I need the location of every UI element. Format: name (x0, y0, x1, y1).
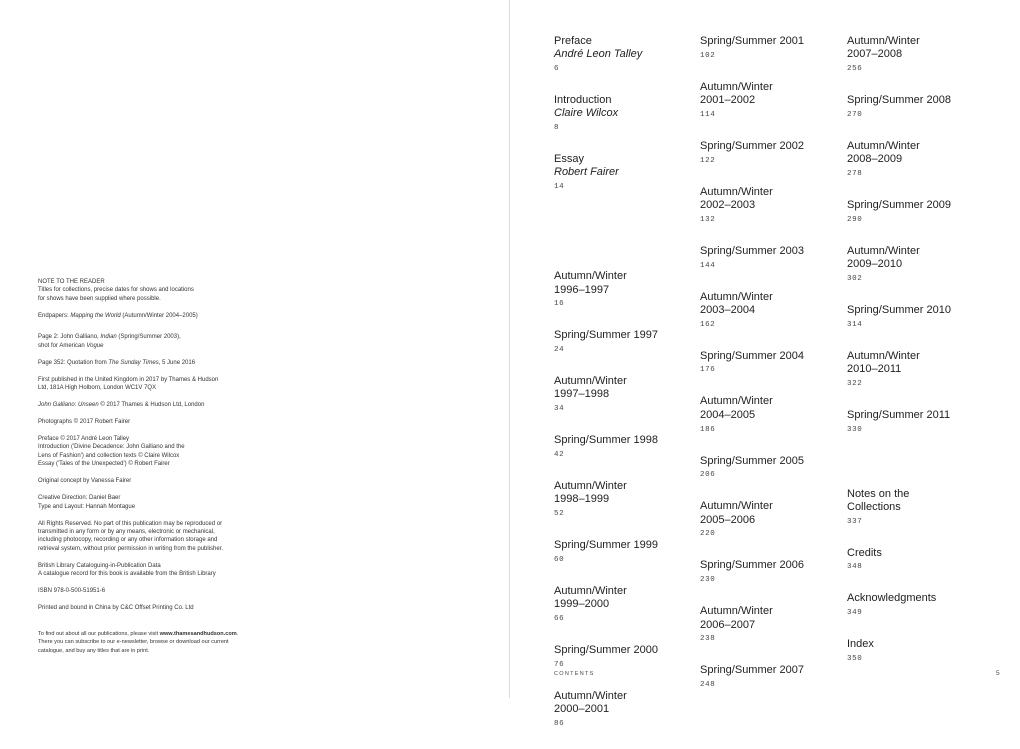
endpapers-credit (38, 312, 278, 320)
printed-line: Printed and bound in China by C&C Offset Printing Co. Ltd (38, 605, 194, 612)
contents-entry (700, 605, 840, 644)
entry-page-number: 76 (554, 660, 565, 669)
entry-page-number: 348 (847, 563, 863, 572)
type-layout: Type and Layout: Hannah Montague (38, 503, 136, 510)
contents-entry (847, 245, 987, 284)
printed (38, 604, 278, 612)
entry-page-number: 86 (554, 719, 565, 728)
entry-title: Spring/Summer 2002 (700, 139, 804, 152)
entry-title: Spring/Summer 1998 (554, 434, 658, 447)
publisher-footer (38, 630, 278, 656)
entry-title-line2: 2004–2005 (700, 408, 756, 421)
bl-line: British Library Cataloguing-in-Publication Data (38, 562, 161, 569)
rights-line: transmitted in any form or by any means, electronic or mechanical, (38, 529, 215, 536)
note-line: Titles for collections, precise dates for shows and locations (38, 287, 194, 294)
page2-line2-prefix: shot for American (38, 342, 87, 349)
entry-page-number: 14 (554, 183, 565, 192)
contents-entry (700, 455, 840, 481)
text-credits (38, 435, 278, 469)
contents-entry (554, 585, 694, 624)
page352-source: The Sunday Times (108, 359, 159, 366)
entry-title: Spring/Summer 1997 (554, 329, 658, 342)
contents-entry (847, 350, 987, 389)
entry-page-number: 220 (700, 530, 716, 539)
entry-page-number: 238 (700, 635, 716, 644)
entry-page-number: 256 (847, 65, 863, 74)
entry-page-number: 132 (700, 215, 716, 224)
entry-title: Spring/Summer 2004 (700, 349, 804, 362)
entry-title: Autumn/Winter (847, 35, 920, 47)
creative-direction: Creative Direction: Daniel Baer (38, 495, 121, 502)
entry-title: Credits (847, 546, 882, 559)
entry-page-number: 186 (700, 425, 716, 434)
entry-title: Spring/Summer 2010 (847, 303, 951, 316)
contents-entry (554, 270, 694, 309)
contents-entry (554, 480, 694, 519)
rights-line: retrieval system, without prior permission in writing from the publisher. (38, 545, 224, 552)
contents-entry (847, 409, 987, 435)
contents-column-2 (700, 35, 840, 710)
entry-page-number: 24 (554, 346, 565, 355)
entry-title-line2: 2000–2001 (554, 703, 610, 716)
entry-page-number: 278 (847, 169, 863, 178)
entry-title-line2: 2008–2009 (847, 153, 903, 166)
entry-title: Autumn/Winter (554, 375, 627, 388)
entry-title: Autumn/Winter (700, 605, 773, 618)
contents-entry (554, 644, 694, 670)
entry-page-number: 314 (847, 320, 863, 329)
entry-title-line2: Collections (847, 500, 901, 513)
entry-title: Spring/Summer 2000 (554, 644, 658, 657)
running-foot: CONTENTS (554, 671, 595, 677)
contents-entry (700, 245, 840, 271)
publication-info (38, 376, 278, 393)
contents-entry (847, 547, 987, 573)
rights-line: All Rights Reserved. No part of this publication may be reproduced or (38, 520, 223, 527)
entry-title: Spring/Summer 2001 (700, 35, 804, 47)
contents-entry (700, 500, 840, 539)
rights-notice (38, 520, 278, 554)
entry-title: Autumn/Winter (700, 185, 773, 198)
british-library (38, 562, 278, 579)
entry-page-number: 350 (847, 655, 863, 664)
entry-page-number: 60 (554, 555, 565, 564)
footer-line: catalogue, and buy any titles that are in print. (38, 647, 150, 654)
entry-title: Autumn/Winter (554, 270, 627, 283)
contents-entry (700, 395, 840, 434)
spread-gutter (509, 0, 510, 698)
contents-entry (847, 592, 987, 618)
essay-credit: Essay ('Tales of the Unexpected') © Robert Fairer (38, 461, 170, 468)
concept-line: Original concept by Vanessa Fairer (38, 478, 132, 485)
page-number: 5 (996, 670, 1000, 677)
book-title: John Galliano: Unseen (38, 402, 99, 409)
entry-page-number: 122 (700, 156, 716, 165)
publisher-url: www.thamesandhudson.com (159, 630, 237, 637)
entry-title-line2: 2010–2011 (847, 362, 902, 375)
copyright-book (38, 401, 278, 409)
entry-title-line2: 2009–2010 (847, 258, 903, 271)
entry-title: Spring/Summer 2011 (847, 408, 951, 421)
contents-entry (847, 35, 987, 74)
page2-prefix: Page 2: John Galliano, (38, 334, 101, 341)
entry-title: Autumn/Winter (847, 244, 920, 257)
entry-title: Introduction (554, 94, 612, 107)
copyright-photographs (38, 418, 278, 426)
entry-page-number: 330 (847, 425, 863, 434)
contents-entry (554, 35, 694, 74)
page352-suffix: , 5 June 2016 (158, 359, 196, 366)
contents-entry (700, 140, 840, 166)
page2-line (38, 333, 278, 341)
page352-credit (38, 359, 278, 367)
entry-page-number: 16 (554, 300, 565, 309)
entry-page-number: 270 (847, 110, 863, 119)
contents-entry (700, 35, 840, 61)
entry-title: Index (847, 638, 874, 651)
entry-page-number: 6 (554, 65, 560, 74)
entry-title: Autumn/Winter (700, 80, 773, 93)
contents-entry (700, 350, 840, 376)
entry-title: Spring/Summer 2003 (700, 244, 804, 257)
copyright-line (38, 401, 278, 409)
isbn (38, 587, 278, 595)
contents-entry (554, 329, 694, 355)
page2-title: Indian (100, 334, 117, 341)
footer-line (38, 630, 278, 639)
entry-title-line2: 2002–2003 (700, 198, 756, 211)
entry-title: Autumn/Winter (554, 584, 627, 597)
contents-entry (554, 539, 694, 565)
entry-title: Preface (554, 35, 592, 47)
entry-author: Robert Fairer (554, 166, 619, 179)
published-line: First published in the United Kingdom in 2017 by Thames & Hudson (38, 376, 219, 383)
entry-page-number: 230 (700, 576, 716, 585)
entry-title-line2: 1996–1997 (554, 283, 610, 296)
photographs-line: Photographs © 2017 Robert Fairer (38, 419, 131, 426)
entry-title-line2: 2006–2007 (700, 618, 756, 631)
entry-title-line2: 1997–1998 (554, 388, 610, 401)
note-to-reader (38, 278, 278, 303)
entry-title: Autumn/Winter (847, 349, 920, 362)
entry-title: Spring/Summer 2005 (700, 454, 804, 467)
entry-title: Autumn/Winter (847, 139, 920, 152)
entry-page-number: 206 (700, 471, 716, 480)
entry-title-line2: 1999–2000 (554, 598, 610, 611)
contents-entry (554, 434, 694, 460)
entry-page-number: 144 (700, 261, 716, 270)
bl-line: A catalogue record for this book is available from the British Library (38, 571, 216, 578)
contents-column-1 (554, 35, 694, 749)
entry-page-number: 52 (554, 510, 565, 519)
entry-page-number: 290 (847, 215, 863, 224)
contents-entry (847, 304, 987, 330)
contents-entry (554, 94, 694, 133)
page2-magazine: Vogue (86, 342, 104, 349)
note-line: for shows have been supplied where possible. (38, 295, 161, 302)
published-line: Ltd, 181A High Holborn, London WC1V 7QX (38, 385, 157, 392)
page2-suffix: (Spring/Summer 2003), (116, 334, 181, 341)
entry-page-number: 349 (847, 609, 863, 618)
design-credits (38, 494, 278, 511)
contents-entry (700, 559, 840, 585)
entry-page-number: 322 (847, 379, 863, 388)
entry-title: Autumn/Winter (700, 500, 773, 513)
entry-page-number: 66 (554, 615, 565, 624)
entry-title: Spring/Summer 1999 (554, 539, 658, 552)
footer-prefix: To find out about all our publications, please visit (38, 630, 160, 637)
entry-page-number: 248 (700, 681, 716, 690)
endpapers-line (38, 312, 278, 320)
entry-title: Autumn/Winter (700, 395, 773, 408)
entry-title: Spring/Summer 2006 (700, 559, 804, 572)
contents-column-3 (847, 35, 987, 684)
copyright-suffix: © 2017 Thames & Hudson Ltd, London (98, 402, 205, 409)
entry-title-line2: 2007–2008 (847, 48, 903, 61)
contents-entry (847, 140, 987, 179)
contents-entry (847, 199, 987, 225)
page2-credit (38, 333, 278, 350)
contents-entry (847, 94, 987, 120)
entry-page-number: 302 (847, 274, 863, 283)
contents-entry (700, 291, 840, 330)
entry-page-number: 102 (700, 51, 716, 60)
contents-entry (700, 81, 840, 120)
contents-entry (700, 664, 840, 690)
entry-page-number: 34 (554, 405, 565, 414)
entry-title: Autumn/Winter (700, 290, 773, 303)
entry-title: Autumn/Winter (554, 480, 627, 493)
contents-entry (700, 186, 840, 225)
endpapers-prefix: Endpapers: (38, 312, 71, 319)
page352-line (38, 359, 278, 367)
entry-title: Acknowledgments (847, 592, 937, 605)
entry-page-number: 8 (554, 124, 560, 133)
entry-title: Spring/Summer 2008 (847, 94, 951, 107)
entry-title-line2: 2005–2006 (700, 513, 756, 526)
contents-entry (554, 690, 694, 729)
entry-title: Essay (554, 153, 584, 166)
entry-title-line2: 2001–2002 (700, 94, 756, 107)
contents-entry (554, 153, 694, 192)
contents-entry (554, 375, 694, 414)
footer-suffix: . (236, 630, 239, 637)
entry-title: Spring/Summer 2009 (847, 198, 951, 211)
concept-credit (38, 477, 278, 485)
endpapers-title: Mapping the World (70, 312, 121, 319)
entry-author: André Leon Talley (554, 48, 643, 61)
page352-prefix: Page 352: Quotation from (38, 359, 109, 366)
entry-page-number: 337 (847, 517, 863, 526)
colophon (38, 278, 278, 655)
contents-entry (847, 638, 987, 664)
rights-line: including photocopy, recording or any other information storage and (38, 537, 218, 544)
note-heading: NOTE TO THE READER (38, 279, 105, 285)
entry-title: Spring/Summer 2007 (700, 664, 804, 677)
entry-title-line2: 1998–1999 (554, 493, 610, 506)
entry-page-number: 114 (700, 110, 716, 119)
entry-title: Notes on the (847, 487, 910, 500)
isbn-line: ISBN 978-0-500-51951-6 (38, 588, 106, 595)
endpapers-suffix: (Autumn/Winter 2004–2005) (120, 312, 198, 319)
entry-page-number: 42 (554, 451, 565, 460)
intro-credit: Introduction ('Divine Decadence: John Galliano and the (38, 444, 185, 451)
page2-line (38, 342, 278, 350)
contents-entry (847, 488, 987, 527)
entry-title: Autumn/Winter (554, 689, 627, 702)
preface-credit: Preface © 2017 André Leon Talley (38, 436, 130, 443)
entry-page-number: 176 (700, 366, 716, 375)
entry-author: Claire Wilcox (554, 107, 619, 120)
intro-credit: Lens of Fashion') and collection texts © Claire Wilcox (38, 452, 180, 459)
entry-page-number: 162 (700, 320, 716, 329)
footer-line: There you can subscribe to our e-newsletter, browse or download our current (38, 639, 229, 646)
entry-title-line2: 2003–2004 (700, 303, 756, 316)
